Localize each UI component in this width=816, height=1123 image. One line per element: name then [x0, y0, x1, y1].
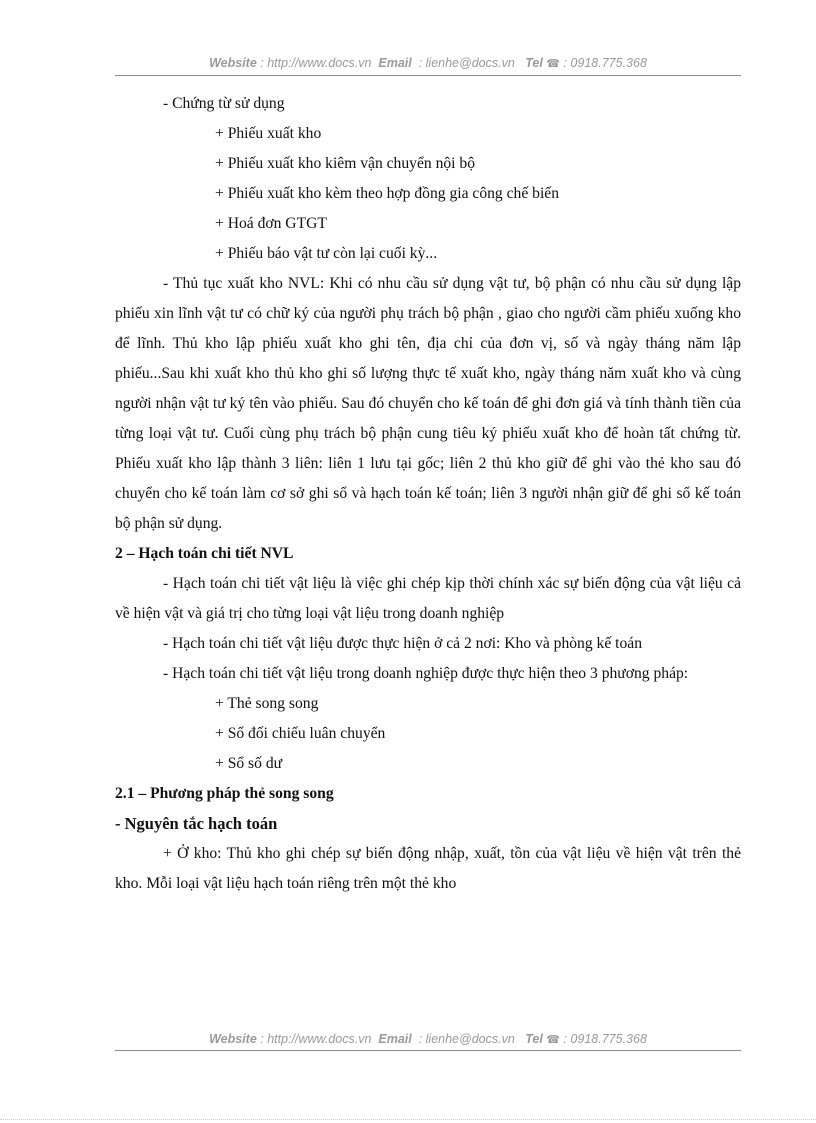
section-heading: 2 – Hạch toán chi tiết NVL: [115, 545, 294, 562]
paragraph: - Thủ tục xuất kho NVL: Khi có nhu cầu sử dụng vật tư, bộ phận có nhu cầu sử dụng lập phiếu xin lĩnh vật tư có chữ ký của người phụ trách bộ phận , giao cho người cầm phiếu xuống kho để lĩnh. Thủ kho lập phiếu xuất kho ghi tên, địa chỉ của đơn vị, số và ngày tháng năm lập phiếu...Sau khi xuất kho thủ kho ghi số lượng thực tế xuất kho, ngày tháng năm xuất kho và cùng người nhận vật tư ký tên vào phiếu. Sau đó chuyển cho kế toán để ghi đơn giá và tính thành tiền của từng loại vật tư. Cuối cùng phụ trách bộ phận cung tiêu ký phiếu xuất kho để hoàn tất chứng từ. Phiếu xuất kho lập thành 3 liên: liên 1 lưu tại gốc; liên 2 thủ kho giữ để ghi vào thẻ kho sau đó chuyển cho kế toán làm cơ sở ghi sổ và hạch toán kế toán; liên 3 người nhận giữ để ghi sổ kế toán bộ phận sử dụng.: [115, 275, 741, 532]
paragraph: - Hạch toán chi tiết vật liệu trong doanh nghiệp được thực hiện theo 3 phương pháp:: [163, 665, 689, 682]
phone-icon: ☎: [546, 58, 560, 70]
page-header: [115, 56, 741, 70]
list-item: + Hoá đơn GTGT: [215, 215, 327, 232]
email-label: Email: [378, 56, 412, 70]
website-label: Website: [209, 1032, 257, 1046]
list-item: + Phiếu xuất kho kiêm vận chuyển nội bộ: [215, 155, 475, 172]
document-body: [115, 89, 741, 899]
subsection-heading: 2.1 – Phương pháp thẻ song song: [115, 785, 334, 802]
paragraph: - Hạch toán chi tiết vật liệu được thực hiện ở cả 2 nơi: Kho và phòng kế toán: [163, 635, 642, 652]
list-item: + Phiếu xuất kho: [215, 125, 322, 142]
website-label: Website: [209, 56, 257, 70]
tel-label: Tel: [525, 56, 543, 70]
phone-icon: ☎: [546, 1034, 560, 1046]
list-item: + Phiếu xuất kho kèm theo hợp đồng gia công chế biến: [215, 185, 560, 202]
website-link[interactable]: : http://www.docs.vn: [260, 56, 372, 70]
tel-label: Tel: [525, 1032, 543, 1046]
tel-value: : 0918.775.368: [563, 1032, 647, 1046]
list-item: + Sổ đối chiếu luân chuyển: [215, 725, 386, 742]
header-divider: [115, 75, 741, 76]
paragraph: - Hạch toán chi tiết vật liệu là việc ghi chép kịp thời chính xác sự biến động của vật liệu cả về hiện vật và giá trị cho từng loại vật liệu trong doanh nghiệp: [115, 575, 741, 622]
footer-divider: [115, 1050, 741, 1051]
list-item: + Thẻ song song: [215, 695, 319, 712]
page-edge: [0, 1119, 816, 1120]
website-link[interactable]: : http://www.docs.vn: [260, 1032, 372, 1046]
tel-value: : 0918.775.368: [563, 56, 647, 70]
email-label: Email: [378, 1032, 412, 1046]
list-item: + Phiếu báo vật tư còn lại cuối kỳ...: [215, 245, 438, 262]
paragraph: + Ở kho: Thủ kho ghi chép sự biến động nhập, xuất, tồn của vật liệu về hiện vật trên thẻ kho. Mỗi loại vật liệu hạch toán riêng trên một thẻ kho: [115, 845, 741, 892]
email-link[interactable]: : lienhe@docs.vn: [418, 56, 515, 70]
subheading: - Nguyên tắc hạch toán: [115, 814, 278, 833]
email-link[interactable]: : lienhe@docs.vn: [418, 1032, 515, 1046]
list-item: + Sổ số dư: [215, 755, 283, 772]
paragraph: - Chứng từ sử dụng: [163, 95, 285, 112]
page-footer: [115, 1032, 741, 1046]
